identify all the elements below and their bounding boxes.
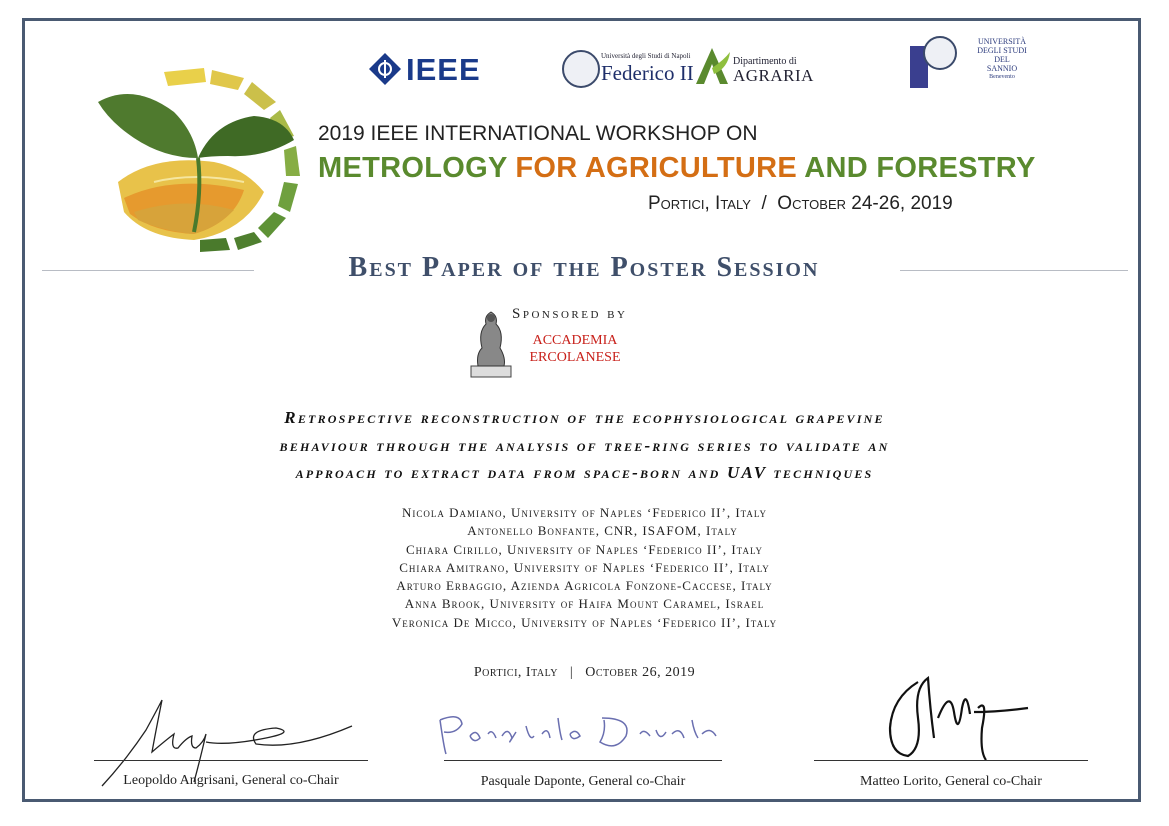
- paper-title: Retrospective reconstruction of the ecophysiological grapevine behaviour through the analysis of tree-ring series to validate an approach to extract data from space-born and UAV techniques: [279, 408, 890, 482]
- agraria-small-text: Dipartimento di: [733, 56, 797, 67]
- author-item: Anna Brook, University of Haifa Mount Caramel, Israel: [404, 596, 765, 612]
- ieee-wordmark: IEEE: [406, 52, 481, 87]
- workshop-line1: 2019 IEEE INTERNATIONAL WORKSHOP ON: [318, 122, 758, 145]
- ieee-diamond-icon: [368, 52, 402, 86]
- award-date-line: Portici, Italy | October 26, 2019: [473, 665, 696, 680]
- author-item: Veronica De Micco, University of Naples ‘Federico II’, Italy: [391, 614, 778, 630]
- author-item: Chiara Amitrano, University of Naples ‘Federico II’, Italy: [399, 559, 770, 575]
- award-title: Best Paper of the Poster Session: [348, 252, 820, 283]
- sannio-seal-icon: [923, 36, 957, 70]
- workshop-title: METROLOGY FOR AGRICULTURE AND FORESTRY: [318, 152, 1036, 184]
- signatory-name: Leopoldo Angrisani, General co-Chair: [123, 773, 339, 788]
- workshop-logo: [94, 62, 306, 252]
- author-item: Arturo Erbaggio, Azienda Agricola Fonzone-Caccese, Italy: [396, 578, 773, 594]
- signatory-name: Pasquale Daponte, General co-Chair: [480, 774, 686, 789]
- signature-daponte: [436, 708, 726, 760]
- sponsored-by-label: Sponsored by: [512, 306, 628, 322]
- author-item: Antonello Bonfante, CNR, ISAFOM, Italy: [467, 523, 738, 539]
- federico-small-text: Università degli Studi di Napoli: [601, 52, 691, 60]
- divider-left: [42, 270, 254, 271]
- sannio-wordmark: UNIVERSITÀ DEGLI STUDI DEL SANNIO Benevento: [977, 37, 1027, 80]
- signatory-name: Matteo Lorito, General co-Chair: [860, 774, 1042, 789]
- logo-field: [118, 160, 264, 240]
- federico-wordmark: Federico II: [601, 61, 694, 85]
- sponsor-name: ACCADEMIA ERCOLANESE: [529, 333, 621, 365]
- workshop-location-date: Portici, Italy / October 24-26, 2019: [648, 193, 953, 214]
- ieee-logo: [368, 52, 488, 86]
- author-list: [200, 504, 969, 632]
- author-item: Chiara Cirillo, University of Naples ‘Federico II’, Italy: [405, 541, 764, 557]
- agraria-leaf-icon: [694, 46, 732, 86]
- agraria-wordmark: AGRARIA: [733, 66, 814, 85]
- accademia-emblem-icon: [470, 308, 512, 378]
- signature-line: [444, 760, 722, 761]
- signature-line: [94, 760, 368, 761]
- signature-lorito: [878, 668, 1038, 768]
- signature-line: [814, 760, 1088, 761]
- author-item: Nicola Damiano, University of Naples ‘Federico II’, Italy: [401, 505, 768, 520]
- federico-seal-icon: [562, 50, 600, 88]
- divider-right: [900, 270, 1128, 271]
